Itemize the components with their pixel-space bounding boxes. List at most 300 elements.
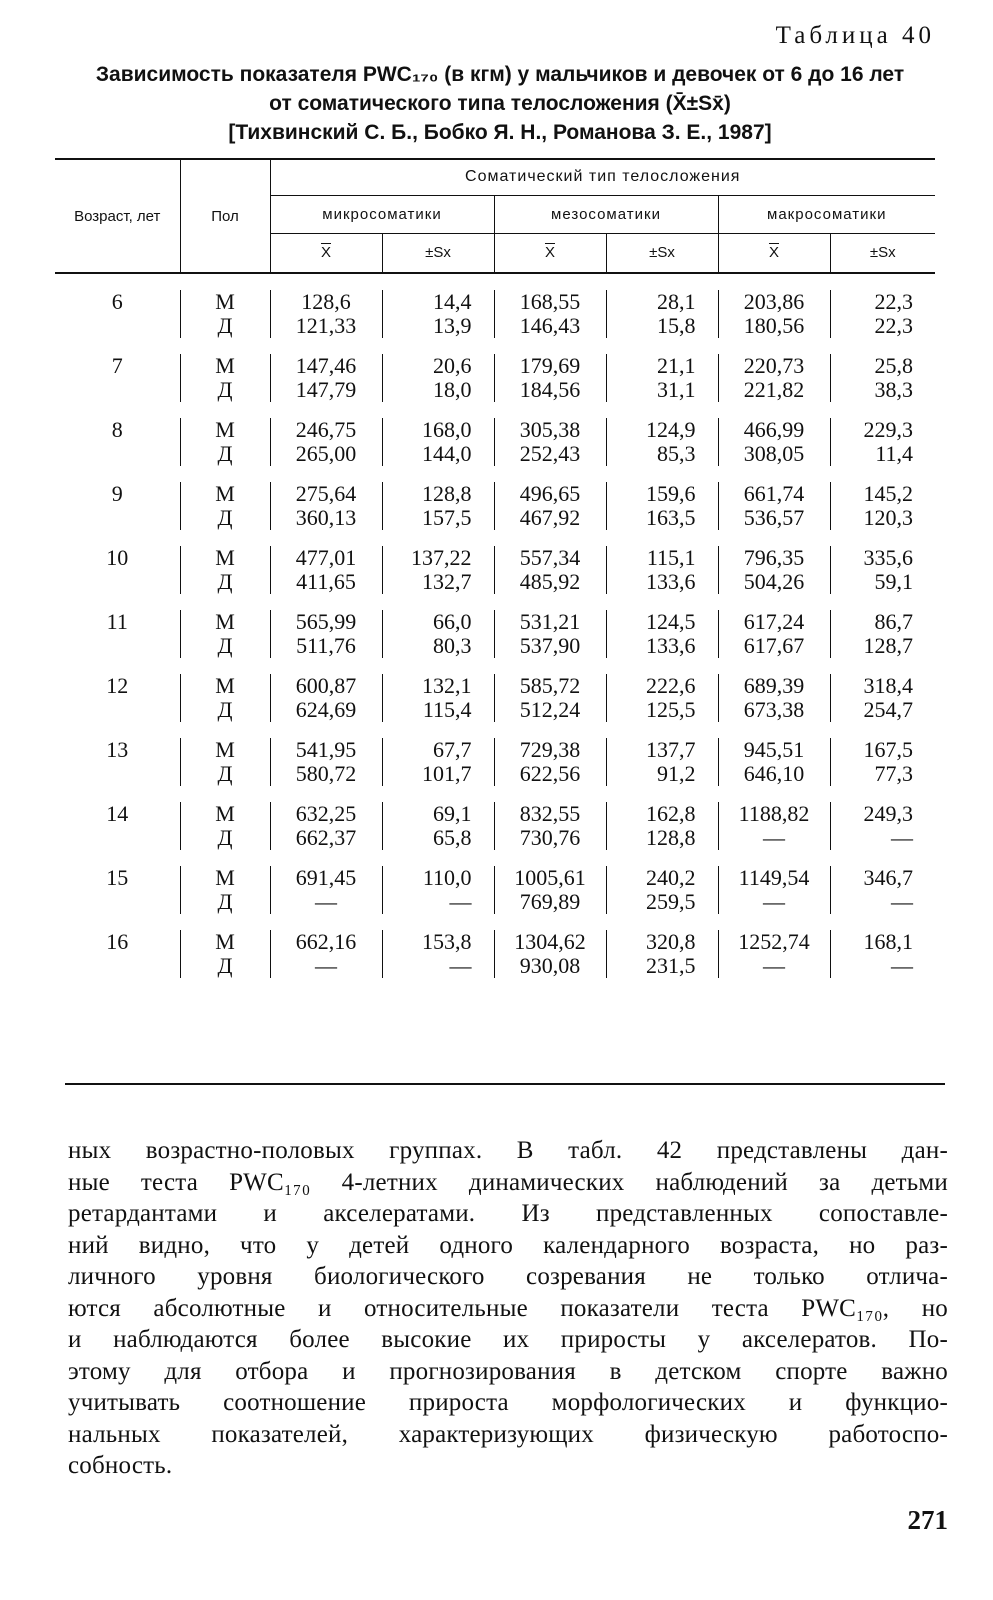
mean-value: 689,39	[743, 673, 805, 698]
se-value: 21,1	[657, 353, 696, 378]
mean-value: 411,65	[296, 569, 356, 594]
sex-value: М	[215, 929, 235, 954]
mean-value: 496,65	[519, 481, 581, 506]
se-value: 22,3	[874, 313, 913, 338]
se-value: 115,4	[422, 697, 472, 722]
mean-value: 580,72	[295, 761, 357, 786]
mean-value: 246,75	[295, 417, 357, 442]
se-value: 128,8	[646, 825, 696, 850]
mean-value: 769,89	[519, 889, 581, 914]
mean-cell	[718, 610, 830, 658]
se-value: 38,3	[874, 377, 913, 402]
mean-cell	[494, 738, 606, 786]
se-value: —	[449, 889, 472, 914]
mean-value: 1252,74	[738, 929, 810, 954]
mean-cell	[494, 418, 606, 466]
se-value: —	[891, 825, 913, 850]
mean-value: 180,56	[743, 313, 805, 338]
mean-value: 541,95	[295, 737, 357, 762]
mean-value: 147,79	[295, 377, 357, 402]
mean-cell	[270, 866, 382, 914]
se-value: 11,4	[875, 441, 913, 466]
header-micro: микросоматики	[270, 195, 494, 233]
title-line-1: Зависимость показателя PWC₁₇₀ (в кгм) у мальчиков и девочек от 6 до 16 лет	[95, 63, 905, 86]
age-cell: 13	[106, 737, 129, 762]
mean-cell	[270, 802, 382, 850]
row-spacer	[55, 786, 935, 802]
mean-cell	[494, 802, 606, 850]
se-value: 132,1	[422, 673, 472, 698]
body-text-line: ний видно, что у детей одного календарного возраста, но раз-	[68, 1231, 948, 1259]
mean-value: 661,74	[743, 481, 805, 506]
header-mean	[718, 233, 830, 273]
sex-value: Д	[217, 569, 233, 594]
row-spacer	[55, 338, 935, 354]
se-cell	[830, 802, 935, 850]
se-cell	[606, 290, 718, 338]
se-cell	[382, 738, 494, 786]
table-row	[55, 482, 935, 530]
body-paragraph	[68, 1135, 948, 1482]
age-cell: 10	[106, 545, 129, 570]
mean-value: 252,43	[519, 441, 581, 466]
se-value: 229,3	[863, 417, 913, 442]
row-spacer	[55, 402, 935, 418]
mean-cell	[270, 354, 382, 402]
mean-value: 536,57	[743, 505, 805, 530]
se-cell	[606, 418, 718, 466]
sex-value: Д	[217, 441, 233, 466]
mean-cell	[270, 930, 382, 978]
mean-cell	[718, 802, 830, 850]
sex-cell	[180, 738, 270, 786]
header-meso: мезосоматики	[494, 195, 718, 233]
table-row	[55, 866, 935, 914]
se-value: 137,22	[411, 545, 472, 570]
mean-value: 729,38	[519, 737, 581, 762]
header-se: ±Sx	[606, 233, 718, 273]
se-value: 240,2	[646, 865, 696, 890]
mean-value: —	[763, 825, 785, 850]
age-cell: 9	[111, 481, 123, 506]
title-line-3: [Тихвинский С. Б., Бобко Я. Н., Романова З. Е., 1987]	[228, 121, 772, 144]
se-cell	[382, 674, 494, 722]
mean-value: 617,67	[743, 633, 805, 658]
se-value: 249,3	[863, 801, 913, 826]
mean-cell	[718, 866, 830, 914]
se-value: 125,5	[646, 697, 696, 722]
mean-value: 220,73	[743, 353, 805, 378]
mean-cell	[494, 930, 606, 978]
table-number: Таблица 40	[775, 22, 935, 49]
body-text-line: и наблюдаются более высокие их приросты у акселератов. По-	[68, 1326, 948, 1353]
header-age: Возраст, лет	[55, 159, 180, 273]
table-row	[55, 610, 935, 658]
se-value: 222,6	[646, 673, 696, 698]
mean-value: 537,90	[519, 633, 581, 658]
se-value: 128,8	[422, 481, 472, 506]
sex-cell	[180, 546, 270, 594]
mean-value: 585,72	[519, 673, 581, 698]
mean-value: 511,76	[296, 633, 356, 658]
row-spacer	[55, 530, 935, 546]
se-value: 66,0	[433, 609, 472, 634]
mean-symbol: $\overline{X}$	[544, 244, 555, 262]
se-value: 335,6	[863, 545, 913, 570]
mean-value: 1188,82	[738, 801, 810, 826]
mean-value: —	[315, 953, 337, 978]
se-cell	[606, 546, 718, 594]
sex-cell	[180, 290, 270, 338]
sex-value: Д	[217, 633, 233, 658]
se-cell	[606, 354, 718, 402]
mean-value: 930,08	[519, 953, 581, 978]
mean-cell	[494, 482, 606, 530]
age-cell: 6	[111, 289, 123, 314]
sex-value: Д	[217, 953, 233, 978]
mean-cell	[270, 546, 382, 594]
mean-value: 512,24	[519, 697, 581, 722]
se-value: 31,1	[657, 377, 696, 402]
sex-value: Д	[217, 505, 233, 530]
body-text-line: нальных показателей, характеризующих физическую работоспо-	[68, 1420, 948, 1448]
table-row	[55, 354, 935, 402]
mean-cell	[494, 866, 606, 914]
table-title	[40, 60, 960, 147]
table-row	[55, 738, 935, 786]
se-cell	[382, 866, 494, 914]
sex-value: М	[215, 545, 235, 570]
se-cell	[830, 290, 935, 338]
mean-cell	[270, 610, 382, 658]
mean-cell	[270, 674, 382, 722]
se-cell	[382, 610, 494, 658]
mean-value: 128,6	[301, 289, 351, 314]
mean-value: 796,35	[743, 545, 805, 570]
sex-value: Д	[217, 313, 233, 338]
se-cell	[830, 418, 935, 466]
sex-value: Д	[217, 825, 233, 850]
se-value: 128,7	[863, 633, 913, 658]
mean-value: 275,64	[295, 481, 357, 506]
se-cell	[830, 482, 935, 530]
se-cell	[830, 866, 935, 914]
se-value: 346,7	[863, 865, 913, 890]
se-value: 137,7	[646, 737, 696, 762]
se-value: —	[891, 953, 913, 978]
se-value: 28,1	[657, 289, 696, 314]
se-cell	[382, 482, 494, 530]
se-cell	[382, 930, 494, 978]
se-value: 15,8	[657, 313, 696, 338]
se-value: 20,6	[433, 353, 472, 378]
se-value: 231,5	[646, 953, 696, 978]
mean-value: 662,16	[295, 929, 357, 954]
se-value: 65,8	[433, 825, 472, 850]
bottom-rule	[65, 1083, 945, 1085]
mean-value: —	[763, 889, 785, 914]
row-spacer	[55, 850, 935, 866]
se-cell	[606, 802, 718, 850]
sex-value: Д	[217, 761, 233, 786]
row-spacer	[55, 594, 935, 610]
age-cell: 8	[111, 417, 123, 442]
se-value: —	[449, 953, 472, 978]
header-mean	[270, 233, 382, 273]
se-value: 163,5	[646, 505, 696, 530]
se-value: 133,6	[646, 633, 696, 658]
mean-cell	[494, 674, 606, 722]
mean-cell	[718, 738, 830, 786]
mean-value: 662,37	[295, 825, 357, 850]
se-value: 69,1	[433, 801, 472, 826]
se-value: 18,0	[433, 377, 472, 402]
mean-value: 622,56	[519, 761, 581, 786]
mean-value: 308,05	[743, 441, 805, 466]
body-text-line: этому для отбора и прогнозирования в детском спорте важно	[68, 1357, 948, 1385]
mean-value: 624,69	[295, 697, 357, 722]
mean-value: 477,01	[295, 545, 357, 570]
se-value: 77,3	[874, 761, 913, 786]
se-cell	[830, 546, 935, 594]
age-cell: 16	[106, 929, 129, 954]
se-value: 144,0	[422, 441, 472, 466]
mean-cell	[718, 482, 830, 530]
sex-value: М	[215, 673, 235, 698]
mean-cell	[494, 546, 606, 594]
mean-cell	[270, 290, 382, 338]
mean-value: 360,13	[295, 505, 357, 530]
sex-value: М	[215, 353, 235, 378]
sex-cell	[180, 930, 270, 978]
se-value: 259,5	[646, 889, 696, 914]
se-cell	[382, 290, 494, 338]
mean-value: 632,25	[295, 801, 357, 826]
pwc-table	[55, 158, 935, 1008]
sex-cell	[180, 802, 270, 850]
mean-cell	[718, 674, 830, 722]
body-text-line: ные теста PWC₁₇₀ 4-летних динамических наблюдений за детьми	[68, 1168, 948, 1196]
mean-value: 467,92	[519, 505, 581, 530]
table-row	[55, 802, 935, 850]
se-value: 13,9	[433, 313, 472, 338]
row-spacer	[55, 914, 935, 930]
se-value: 25,8	[874, 353, 913, 378]
sex-cell	[180, 866, 270, 914]
age-cell: 11	[106, 609, 128, 634]
se-value: 318,4	[863, 673, 913, 698]
sex-value: М	[215, 737, 235, 762]
mean-cell	[718, 418, 830, 466]
se-cell	[382, 354, 494, 402]
table-body	[55, 273, 935, 1008]
se-cell	[382, 546, 494, 594]
mean-cell	[718, 290, 830, 338]
se-value: 167,5	[863, 737, 913, 762]
mean-value: 531,21	[519, 609, 581, 634]
header-sex: Пол	[180, 159, 270, 273]
sex-value: Д	[217, 377, 233, 402]
mean-value: 203,86	[743, 289, 805, 314]
age-cell: 12	[106, 673, 129, 698]
se-value: 120,3	[863, 505, 913, 530]
sex-cell	[180, 482, 270, 530]
sex-value: М	[215, 801, 235, 826]
sex-value: М	[215, 481, 235, 506]
se-value: 157,5	[422, 505, 472, 530]
header-mean	[494, 233, 606, 273]
header-se: ±Sx	[382, 233, 494, 273]
mean-value: 305,38	[519, 417, 581, 442]
table-row	[55, 290, 935, 338]
body-text-line: личного уровня биологического созревания не только отлича-	[68, 1263, 948, 1290]
mean-value: 832,55	[519, 801, 581, 826]
se-cell	[606, 610, 718, 658]
mean-cell	[494, 290, 606, 338]
mean-value: 147,46	[295, 353, 357, 378]
se-cell	[606, 930, 718, 978]
age-cell: 15	[106, 865, 129, 890]
mean-value: 121,33	[295, 313, 357, 338]
row-spacer	[55, 978, 935, 1008]
sex-value: М	[215, 289, 235, 314]
mean-value: 485,92	[519, 569, 581, 594]
mean-value: —	[763, 953, 785, 978]
body-text-line: ются абсолютные и относительные показатели теста PWC₁₇₀, но	[68, 1294, 948, 1322]
se-cell	[606, 866, 718, 914]
se-value: 110,0	[422, 865, 472, 890]
mean-cell	[270, 482, 382, 530]
header-se: ±Sx	[830, 233, 935, 273]
mean-value: 557,34	[519, 545, 581, 570]
mean-value: 691,45	[295, 865, 357, 890]
header-somatic-type: Соматический тип телосложения	[270, 159, 935, 195]
se-cell	[830, 674, 935, 722]
se-cell	[830, 354, 935, 402]
se-value: 132,7	[422, 569, 472, 594]
se-value: 86,7	[874, 609, 913, 634]
se-value: 145,2	[863, 481, 913, 506]
se-value: 133,6	[646, 569, 696, 594]
mean-symbol: $\overline{X}$	[320, 244, 331, 262]
table-row	[55, 546, 935, 594]
row-spacer	[55, 722, 935, 738]
se-value: 254,7	[863, 697, 913, 722]
body-text-line: собность.	[68, 1452, 173, 1479]
sex-cell	[180, 354, 270, 402]
se-value: 22,3	[874, 289, 913, 314]
se-cell	[382, 418, 494, 466]
sex-cell	[180, 418, 270, 466]
se-value: 124,9	[646, 417, 696, 442]
mean-value: 1149,54	[738, 865, 810, 890]
header-macro: макросоматики	[718, 195, 935, 233]
sex-value: М	[215, 865, 235, 890]
mean-value: 179,69	[519, 353, 581, 378]
mean-value: 617,24	[743, 609, 805, 634]
se-value: 14,4	[433, 289, 472, 314]
mean-value: 673,38	[743, 697, 805, 722]
se-value: 67,7	[433, 737, 472, 762]
mean-value: 730,76	[519, 825, 581, 850]
se-value: 320,8	[646, 929, 696, 954]
sex-value: Д	[217, 889, 233, 914]
table-row	[55, 674, 935, 722]
mean-cell	[270, 738, 382, 786]
se-value: 80,3	[433, 633, 472, 658]
se-value: 124,5	[646, 609, 696, 634]
se-cell	[382, 802, 494, 850]
se-value: 168,0	[422, 417, 472, 442]
sex-cell	[180, 674, 270, 722]
se-value: —	[891, 889, 913, 914]
mean-value: 1005,61	[514, 865, 586, 890]
se-cell	[830, 930, 935, 978]
se-value: 168,1	[863, 929, 913, 954]
mean-cell	[494, 610, 606, 658]
se-value: 159,6	[646, 481, 696, 506]
se-value: 59,1	[874, 569, 913, 594]
mean-value: 945,51	[743, 737, 805, 762]
body-text-line: учитывать соотношение прироста морфологических и функцио-	[68, 1389, 948, 1416]
sex-value: М	[215, 609, 235, 634]
sex-value: Д	[217, 697, 233, 722]
se-cell	[830, 610, 935, 658]
se-cell	[606, 482, 718, 530]
mean-value: 146,43	[519, 313, 581, 338]
table-row	[55, 418, 935, 466]
mean-value: —	[315, 889, 337, 914]
se-cell	[606, 738, 718, 786]
sex-value: М	[215, 417, 235, 442]
mean-value: 466,99	[743, 417, 805, 442]
mean-cell	[718, 930, 830, 978]
row-spacer	[55, 273, 935, 290]
mean-value: 646,10	[743, 761, 805, 786]
page-number: 271	[907, 1505, 948, 1535]
se-value: 101,7	[422, 761, 472, 786]
age-cell: 7	[111, 353, 123, 378]
body-text-line: ных возрастно-половых группах. В табл. 42 представлены дан-	[68, 1137, 948, 1164]
mean-symbol: $\overline{X}$	[768, 244, 779, 262]
mean-value: 600,87	[295, 673, 357, 698]
mean-cell	[270, 418, 382, 466]
table-row	[55, 930, 935, 978]
row-spacer	[55, 658, 935, 674]
se-value: 153,8	[422, 929, 472, 954]
mean-cell	[718, 354, 830, 402]
mean-value: 184,56	[519, 377, 581, 402]
se-cell	[606, 674, 718, 722]
body-text-line: ретардантами и акселератами. Из представленных сопоставле-	[68, 1200, 948, 1227]
row-spacer	[55, 466, 935, 482]
mean-value: 168,55	[519, 289, 581, 314]
mean-value: 504,26	[743, 569, 805, 594]
mean-value: 565,99	[295, 609, 357, 634]
mean-value: 265,00	[295, 441, 357, 466]
se-cell	[830, 738, 935, 786]
age-cell: 14	[106, 801, 129, 826]
title-line-2: от соматического типа телосложения (X̄±Sx̄)	[269, 92, 731, 115]
mean-value: 221,82	[743, 377, 805, 402]
mean-value: 1304,62	[514, 929, 586, 954]
sex-cell	[180, 610, 270, 658]
se-value: 115,1	[646, 545, 696, 570]
mean-cell	[718, 546, 830, 594]
mean-cell	[494, 354, 606, 402]
se-value: 91,2	[657, 761, 696, 786]
se-value: 162,8	[646, 801, 696, 826]
